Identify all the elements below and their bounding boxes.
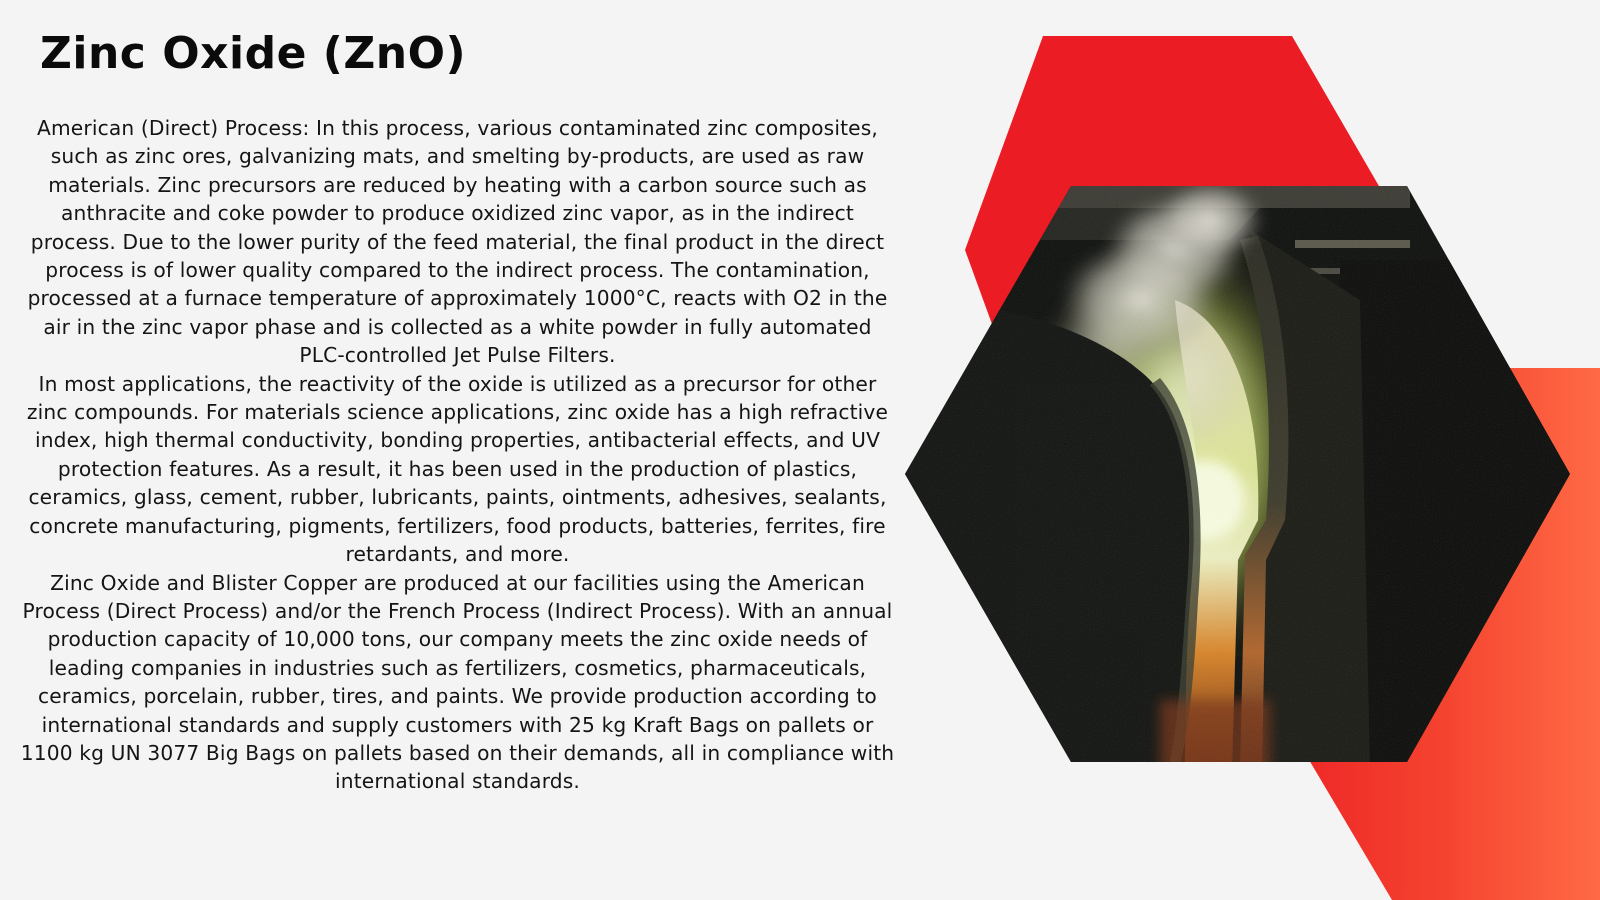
page-title: Zinc Oxide (ZnO) [40,28,467,79]
paragraph-production: Zinc Oxide and Blister Copper are produced at our facilities using the American Process (Direct Process) and/or the French Process (Indirect Process). With an annual production capacity of 10,000 tons, our company meets the zinc oxide needs of leading companies in industries such as fertilizers, cosmetics, pharmaceuticals, ceramics, porcelain, rubber, tires, and paints. We provide production according to international standards and supply customers with 25 kg Kraft Bags on pallets or 1100 kg UN 3077 Big Bags on pallets based on their demands, all in compliance with international standards. [20,570,895,794]
furnace-photo [900,180,1580,770]
paragraph-direct-process: American (Direct) Process: In this process, various contaminated zinc composites, such as zinc ores, galvanizing mats, and smelting by-products, are used as raw materials. Zinc precursors are reduced by heating with a carbon source such as anthracite and coke powder to produce oxidized zinc vapor, as in the indirect process. Due to the lower purity of the feed material, the final product in the direct process is of lower quality compared to the indirect process. The contamination, processed at a furnace temperature of approximately 1000°C, reacts with O2 in the air in the zinc vapor phase and is collected as a white powder in fully automated PLC-controlled Jet Pulse Filters. [27,116,888,368]
red-hexagon-shape [965,36,1416,464]
body-text [20,114,895,796]
paragraph-applications: In most applications, the reactivity of the oxide is utilized as a precursor for other zinc compounds. For materials science applications, zinc oxide has a high refractive index, high thermal conductivity, bonding properties, antibacterial effects, and UV protection features. As a result, it has been used in the production of plastics, ceramics, glass, cement, rubber, lubricants, paints, ointments, adhesives, sealants, concrete manufacturing, pigments, fertilizers, food products, batteries, ferrites, fire retardants, and more. [26,371,889,567]
orange-gradient-shape [1238,368,1600,900]
